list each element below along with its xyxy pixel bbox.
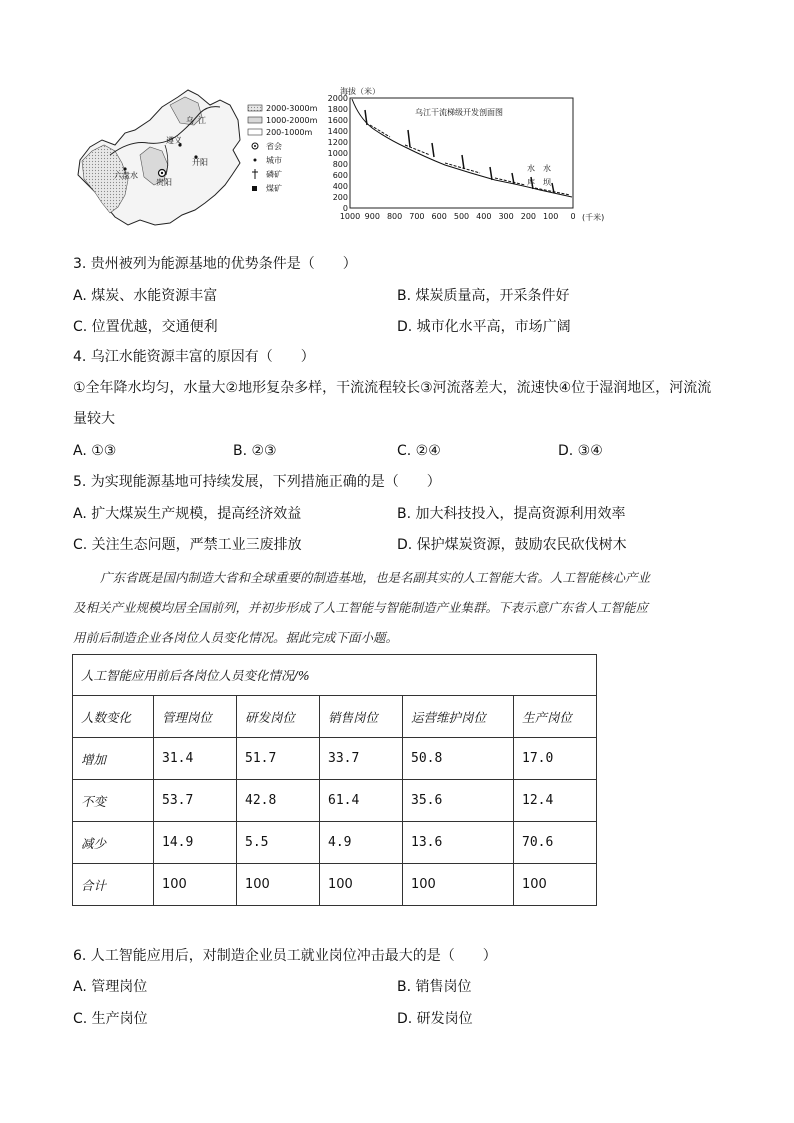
profile-title: 乌江干流梯级开发剖面图 bbox=[415, 108, 503, 117]
profile-y-tick-label: 600 bbox=[332, 171, 348, 180]
map-label-zunyi: 遵义 bbox=[166, 136, 182, 145]
profile-x-tick-label: 600 bbox=[431, 212, 447, 221]
map-label-kaiyang: 开阳 bbox=[192, 158, 208, 167]
table-cell: 70.6 bbox=[514, 822, 597, 864]
q6-option-c[interactable]: C. 生产岗位 bbox=[73, 1011, 148, 1027]
map-label-guiyang: 贵阳 bbox=[156, 178, 172, 187]
table-header: 研发岗位 bbox=[237, 696, 320, 738]
table-header: 运营维护岗位 bbox=[403, 696, 514, 738]
table-row bbox=[73, 738, 597, 780]
q4-option-d[interactable]: D. ③④ bbox=[558, 443, 603, 459]
q5-option-c[interactable]: C. 关注生态问题，严禁工业三废排放 bbox=[73, 537, 302, 553]
q4-option-b[interactable]: B. ②③ bbox=[233, 443, 277, 459]
reservoir-label-1: 水 bbox=[527, 164, 535, 173]
profile-x-tick-label: 1000 bbox=[339, 212, 361, 221]
dam-label-2: 坝 bbox=[543, 178, 551, 187]
table-cell: 100 bbox=[237, 864, 320, 906]
profile-ylabel: 海拔（米） bbox=[340, 87, 380, 96]
map-label-wu: 乌 bbox=[186, 116, 194, 125]
legend-2000-3000: 2000-3000m bbox=[266, 104, 318, 113]
table-cell: 31.4 bbox=[154, 738, 237, 780]
profile-x-tick-label: 800 bbox=[386, 212, 403, 221]
profile-water-steps bbox=[370, 125, 570, 195]
dam-label-1: 水 bbox=[543, 164, 551, 173]
q6-option-d[interactable]: D. 研发岗位 bbox=[397, 1011, 473, 1027]
table-row bbox=[73, 822, 597, 864]
table-cell: 100 bbox=[320, 864, 403, 906]
table-cell: 61.4 bbox=[320, 780, 403, 822]
table-cell: 13.6 bbox=[403, 822, 514, 864]
row-label: 合计 bbox=[73, 864, 154, 906]
q5-option-b[interactable]: B. 加大科技投入，提高资源利用效率 bbox=[397, 506, 626, 522]
dam-markers bbox=[365, 110, 554, 193]
map-label-liupanshui: 六盘水 bbox=[114, 171, 138, 180]
wujiang-profile-figure bbox=[327, 85, 620, 230]
q4-stem: 4. 乌江水能资源丰富的原因有（ ） bbox=[73, 349, 315, 365]
table-cell: 35.6 bbox=[403, 780, 514, 822]
table-header-row bbox=[73, 696, 597, 738]
profile-x-unit: (千米) bbox=[582, 213, 605, 222]
q3-stem: 3. 贵州被列为能源基地的优势条件是（ ） bbox=[73, 256, 357, 272]
guizhou-map-figure bbox=[70, 85, 320, 235]
profile-y-tick-label: 400 bbox=[332, 182, 348, 191]
q4-statements-line2: 量较大 bbox=[73, 411, 115, 427]
profile-y-tick-label: 2000 bbox=[327, 94, 348, 103]
q5-stem: 5. 为实现能源基地可持续发展，下列措施正确的是（ ） bbox=[73, 474, 441, 490]
table-cell: 100 bbox=[514, 864, 597, 906]
profile-x-ticks bbox=[340, 212, 576, 221]
q5-option-d[interactable]: D. 保护煤炭资源，鼓励农民砍伐树木 bbox=[397, 537, 627, 553]
map-label-jiang: 江 bbox=[198, 116, 206, 125]
profile-x-tick-label: 900 bbox=[364, 212, 380, 221]
profile-x-tick-label: 700 bbox=[409, 212, 425, 221]
table-cell: 50.8 bbox=[403, 738, 514, 780]
table-cell: 53.7 bbox=[154, 780, 237, 822]
q5-option-a[interactable]: A. 扩大煤炭生产规模，提高经济效益 bbox=[73, 506, 302, 522]
q3-option-a[interactable]: A. 煤炭、水能资源丰富 bbox=[73, 288, 218, 304]
table-header: 销售岗位 bbox=[320, 696, 403, 738]
profile-y-ticks bbox=[328, 94, 348, 213]
table-cell: 100 bbox=[403, 864, 514, 906]
profile-x-tick-label: 100 bbox=[543, 212, 559, 221]
table-cell: 5.5 bbox=[237, 822, 320, 864]
q6-stem: 6. 人工智能应用后，对制造企业员工就业岗位冲击最大的是（ ） bbox=[73, 948, 497, 964]
profile-x-tick-label: 500 bbox=[453, 212, 470, 221]
table-row bbox=[73, 864, 597, 906]
q4-option-c[interactable]: C. ②④ bbox=[397, 443, 441, 459]
staff-change-table bbox=[72, 654, 597, 906]
table-cell: 17.0 bbox=[514, 738, 597, 780]
q3-option-b[interactable]: B. 煤炭质量高，开采条件好 bbox=[397, 288, 570, 304]
legend-200-1000: 200-1000m bbox=[266, 128, 313, 137]
table-cell: 42.8 bbox=[237, 780, 320, 822]
table-header: 管理岗位 bbox=[154, 696, 237, 738]
profile-y-tick-label: 1200 bbox=[327, 138, 348, 147]
profile-x-tick-label: 0 bbox=[570, 212, 576, 221]
profile-y-tick-label: 1600 bbox=[327, 116, 348, 125]
q4-option-a[interactable]: A. ①③ bbox=[73, 443, 117, 459]
profile-x-tick-label: 400 bbox=[476, 212, 492, 221]
table-cell: 33.7 bbox=[320, 738, 403, 780]
table-cell: 12.4 bbox=[514, 780, 597, 822]
legend-city: 城市 bbox=[266, 156, 282, 165]
legend-coal: 煤矿 bbox=[266, 184, 282, 193]
profile-y-tick-label: 1000 bbox=[327, 149, 348, 158]
profile-y-tick-label: 1800 bbox=[327, 105, 348, 114]
table-header: 人数变化 bbox=[73, 696, 154, 738]
table-cell: 51.7 bbox=[237, 738, 320, 780]
passage-line-3: 用前后制造企业各岗位人员变化情况。据此完成下面小题。 bbox=[73, 630, 399, 645]
legend-capital: 省会 bbox=[266, 142, 282, 151]
table-cell: 100 bbox=[154, 864, 237, 906]
table-header: 生产岗位 bbox=[514, 696, 597, 738]
profile-y-tick-label: 0 bbox=[342, 204, 348, 213]
profile-y-tick-label: 200 bbox=[332, 193, 348, 202]
row-label: 减少 bbox=[73, 822, 154, 864]
table-row bbox=[73, 780, 597, 822]
q6-option-b[interactable]: B. 销售岗位 bbox=[397, 979, 472, 995]
legend-phosphate: 磷矿 bbox=[266, 170, 282, 179]
table-cell: 14.9 bbox=[154, 822, 237, 864]
profile-y-tick-label: 800 bbox=[332, 160, 348, 169]
map-legend bbox=[248, 104, 318, 193]
profile-y-tick-label: 1400 bbox=[327, 127, 348, 136]
legend-1000-2000: 1000-2000m bbox=[266, 116, 318, 125]
table-title: 人工智能应用前后各岗位人员变化情况/% bbox=[73, 655, 597, 696]
profile-x-tick-label: 200 bbox=[520, 212, 537, 221]
reservoir-label-2: 库 bbox=[527, 178, 535, 187]
row-label: 增加 bbox=[73, 738, 154, 780]
q6-option-a[interactable]: A. 管理岗位 bbox=[73, 979, 148, 995]
q3-option-d[interactable]: D. 城市化水平高，市场广阔 bbox=[397, 319, 571, 335]
row-label: 不变 bbox=[73, 780, 154, 822]
passage-line-1: 广东省既是国内制造大省和全球重要的制造基地，也是名副其实的人工智能大省。人工智能核心产业 bbox=[100, 570, 651, 585]
q4-statements-line1: ①全年降水均匀，水量大②地形复杂多样，干流流程较长③河流落差大，流速快④位于湿润地区，河流流 bbox=[73, 380, 712, 396]
profile-x-tick-label: 300 bbox=[498, 212, 514, 221]
passage-line-2: 及相关产业规模均居全国前列，并初步形成了人工智能与智能制造产业集群。下表示意广东省人工智能应 bbox=[73, 600, 649, 615]
table-cell: 4.9 bbox=[320, 822, 403, 864]
q3-option-c[interactable]: C. 位置优越，交通便利 bbox=[73, 319, 218, 335]
